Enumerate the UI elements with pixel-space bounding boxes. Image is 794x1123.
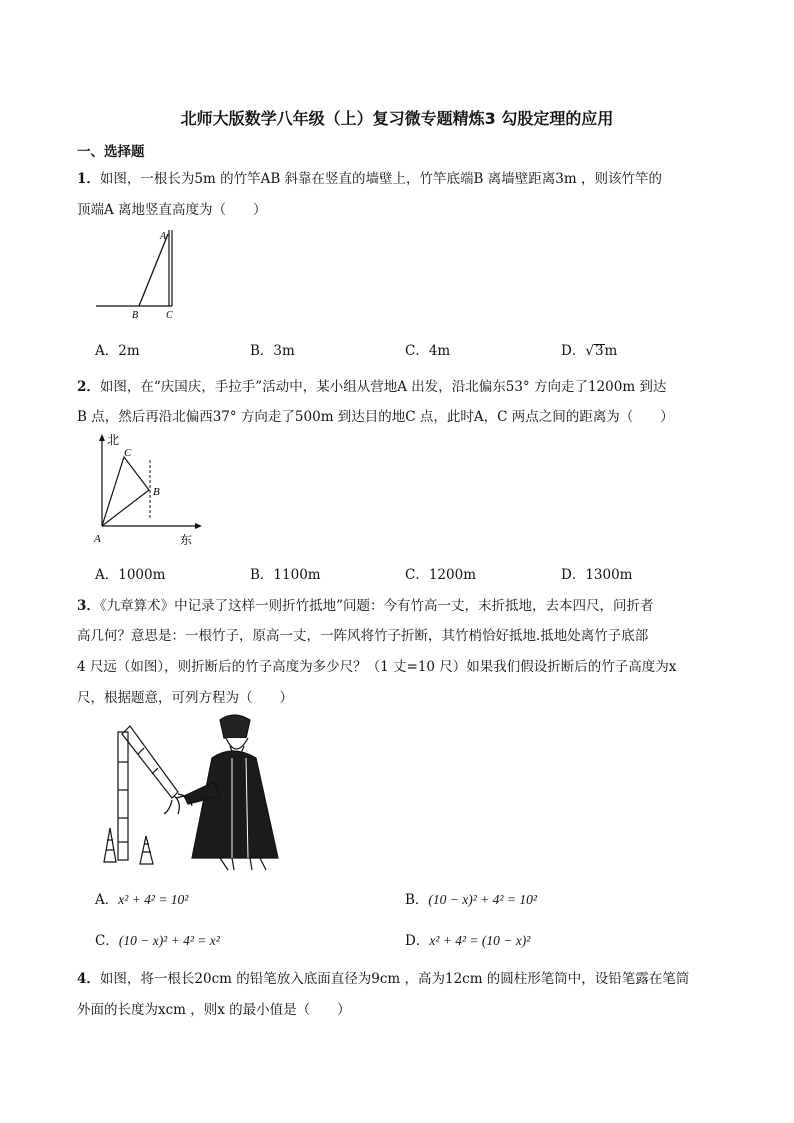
q3-option-a: A．x² + 4² = 10²: [95, 892, 189, 908]
q3-option-d: D．x² + 4² = (10 − x)²: [405, 933, 531, 949]
fig2-label-b: B: [153, 486, 160, 498]
question-3-text-1: 《九章算术》中记录了这样一则折竹抵地”问题：今有竹高一丈，末折抵地，去本四尺，问折者: [99, 598, 654, 614]
question-2-line-1: [77, 375, 666, 395]
question-1-number: 1．: [77, 171, 100, 187]
question-1-line-1: [77, 167, 662, 187]
q1-option-d: D．√3m: [561, 343, 618, 359]
question-4-line-1: [77, 967, 689, 987]
q1-option-b: B．3m: [250, 343, 295, 359]
fig2-label-east: 东: [180, 533, 193, 547]
q1-option-a: A．2m: [95, 343, 140, 359]
question-4-text-1: 如图，将一根长20cm 的铅笔放入底面直径为9cm ，高为12cm 的圆柱形笔筒中，设铅笔露在笔筒: [99, 971, 690, 987]
q2-option-c: C．1200m: [405, 567, 477, 583]
question-2-number: 2．: [77, 379, 100, 395]
question-1-text-1: 如图，一根长为5m 的竹竿AB 斜靠在竖直的墙壁上，竹竿底端B 离墙壁距离3m ，则该竹竿的: [99, 171, 662, 187]
fig1-label-b: B: [132, 310, 139, 321]
fig2-label-c: C: [124, 447, 132, 459]
q2-option-b: B．1100m: [250, 567, 321, 583]
fig1-label-a: A: [160, 231, 167, 242]
q3-option-c: C．(10 − x)² + 4² = x²: [95, 933, 220, 949]
question-3-line-3: 4 尺远（如图），则折断后的竹子高度为多少尺？（1 丈=10 尺）如果我们假设折断后的竹子高度为x: [77, 659, 677, 675]
fig2-label-a: A: [94, 533, 101, 545]
q1-option-c: C．4m: [405, 343, 451, 359]
question-4-line-2: 外面的长度为xcm ，则x 的最小值是（ ）: [77, 1002, 351, 1018]
fig2-label-north: 北: [107, 433, 120, 447]
question-2-line-2: B 点，然后再沿北偏西37° 方向走了500m 到达目的地C 点，此时A，C 两点之间的距离为（ ）: [77, 409, 674, 425]
question-3-line-4: 尺，根据题意，可列方程为（ ）: [77, 690, 293, 706]
question-1-line-2: 顶端A 离地竖直高度为（ ）: [77, 202, 267, 218]
figure-direction-diagram: [90, 432, 210, 552]
q2-option-a: A．1000m: [95, 567, 166, 583]
question-3-line-2: 高几何？意思是：一根竹子，原高一丈，一阵风将竹子折断，其竹梢恰好抵地.抵地处离竹子底部: [77, 628, 649, 644]
figure-bamboo-wall: [96, 226, 186, 321]
question-3-line-1: [77, 594, 654, 614]
figure-bamboo-scholar-illustration: [100, 712, 286, 872]
question-2-text-1: 如图，在“庆国庆，手拉手”活动中，某小组从营地A 出发，沿北偏东53° 方向走了1200m 到达: [99, 379, 667, 395]
sqrt-sign: √: [585, 343, 594, 359]
question-3-number: 3．: [77, 598, 100, 614]
q2-option-d: D．1300m: [561, 567, 633, 583]
section-heading: 一、选择题: [77, 144, 145, 160]
q3-option-b: B．(10 − x)² + 4² = 10²: [405, 892, 537, 908]
fig1-label-c: C: [166, 310, 173, 321]
page-title: 北师大版数学八年级（上）复习微专题精炼3 勾股定理的应用: [180, 109, 614, 128]
question-4-number: 4．: [77, 971, 100, 987]
